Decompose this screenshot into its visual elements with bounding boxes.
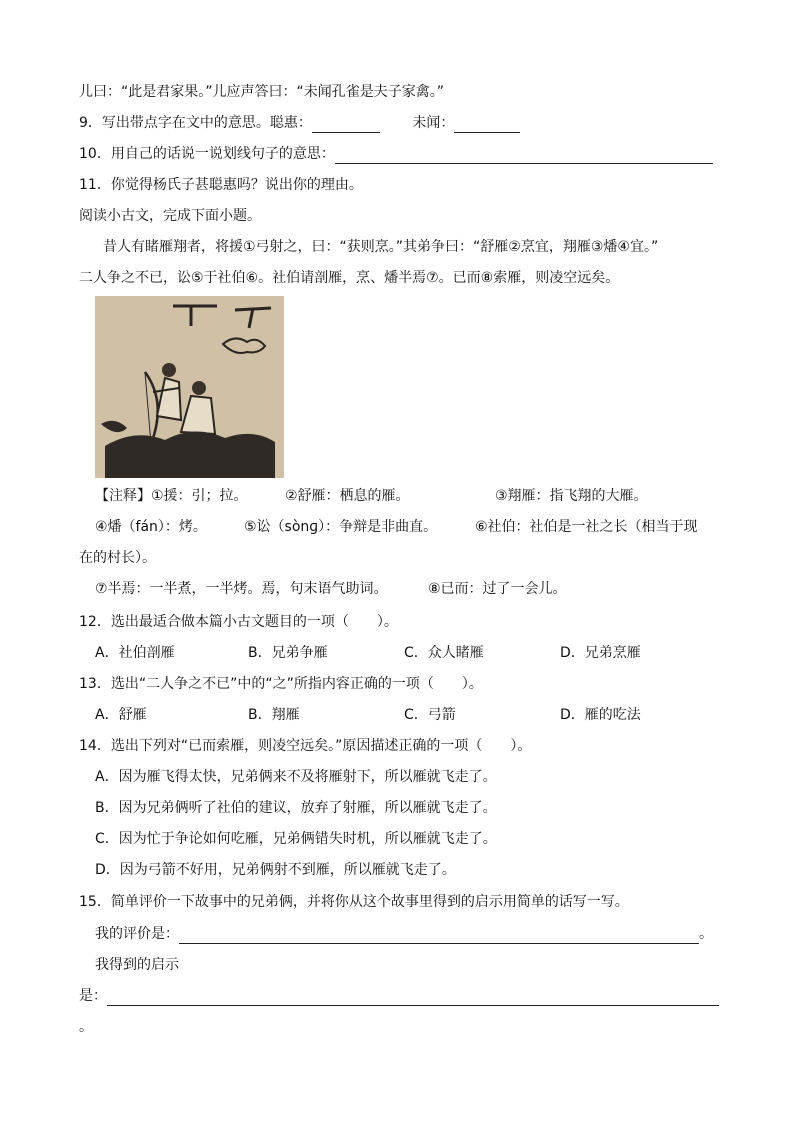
note-line-4 [95, 579, 567, 599]
note-7: ⑦半焉：一半煮，一半烤。焉，句末语气助词。 [95, 581, 388, 597]
note-1: 【注释】①援：引；拉。 [95, 488, 248, 504]
passage-line-2: 二人争之不已，讼⑤于社伯⑥。社伯请剖雁，烹、燔半焉⑦。已而⑧索雁，则凌空远矣。 [79, 270, 620, 286]
option-12-b[interactable]: B．兄弟争雁 [248, 645, 328, 661]
evaluation-label: 我的评价是： [95, 926, 179, 942]
option-12-d[interactable]: D．兄弟烹雁 [560, 645, 641, 661]
evaluation-end-mark: 。 [699, 926, 713, 942]
insight-label: 是： [79, 988, 107, 1004]
insight-label-line-1: 我得到的启示 [95, 957, 179, 973]
note-8: ⑧已而：过了一会儿。 [428, 581, 567, 597]
answer-blank-conghui[interactable] [312, 116, 380, 133]
option-13-d[interactable]: D．雁的吃法 [560, 707, 641, 723]
option-14-c[interactable]: C．因为忙于争论如何吃雁，兄弟俩错失时机，所以雁就飞走了。 [95, 831, 497, 847]
passage-intro: 阅读小古文，完成下面小题。 [79, 208, 261, 224]
note-6: ⑥社伯：社伯是一社之长（相当于现 [475, 519, 698, 535]
question-14: 14．选出下列对“已而索雁，则凌空远矣。”原因描述正确的一项（ ）。 [79, 738, 532, 754]
line-1: 儿曰：“此是君家果。”儿应声答曰：“未闻孔雀是夫子家禽。” [79, 84, 445, 100]
archer-and-companion-ink-drawing-icon [95, 296, 284, 478]
question-11: 11．你觉得杨氏子甚聪惠吗？说出你的理由。 [79, 177, 363, 193]
note-3: ③翔雁：指飞翔的大雁。 [495, 488, 648, 504]
option-13-b[interactable]: B．翔雁 [248, 707, 300, 723]
question-9 [79, 113, 520, 133]
question-12: 12．选出最适合做本篇小古文题目的一项（ ）。 [79, 614, 398, 630]
answer-blank-weiwen[interactable] [454, 116, 520, 133]
insight-answer-line[interactable] [107, 989, 719, 1006]
evaluation-row [95, 924, 713, 944]
option-12-c[interactable]: C．众人睹雁 [404, 645, 484, 661]
note-line-3: 在的村长）。 [79, 550, 156, 566]
question-10 [79, 144, 713, 164]
option-14-a[interactable]: A．因为雁飞得太快，兄弟俩来不及将雁射下，所以雁就飞走了。 [95, 769, 497, 785]
question-13: 13．选出“二人争之不已”中的“之”所指内容正确的一项（ ）。 [79, 676, 483, 692]
option-14-b[interactable]: B．因为兄弟俩听了社伯的建议，放弃了射雁，所以雁就飞走了。 [95, 800, 497, 816]
insight-row [79, 986, 719, 1006]
question-9-text: 9．写出带点字在文中的意思。聪惠： [79, 115, 312, 131]
note-4: ④燔（fán）：烤。 [95, 519, 207, 535]
answer-line-q10[interactable] [335, 147, 713, 164]
note-2: ②舒雁：栖息的雁。 [285, 488, 410, 504]
question-9-text-2: 未闻： [412, 115, 455, 131]
question-10-text: 10．用自己的话说一说划线句子的意思： [79, 146, 335, 162]
note-line-2 [95, 517, 698, 537]
insight-end-mark: 。 [79, 1019, 93, 1035]
option-12-a[interactable]: A．社伯剖雁 [95, 645, 175, 661]
option-14-d[interactable]: D．因为弓箭不好用，兄弟俩射不到雁，所以雁就飞走了。 [95, 862, 456, 878]
evaluation-answer-line[interactable] [179, 927, 699, 944]
note-5: ⑤讼（sònɡ）：争辩是非曲直。 [244, 519, 438, 535]
passage-line-1: 昔人有睹雁翔者，将援①弓射之，曰：“获则烹。”其弟争曰：“舒雁②烹宜，翔雁③燔④宜。” [103, 239, 659, 255]
question-15: 15．简单评价一下故事中的兄弟俩，并将你从这个故事里得到的启示用简单的话写一写。 [79, 894, 629, 910]
option-13-c[interactable]: C．弓箭 [404, 707, 456, 723]
option-13-a[interactable]: A．舒雁 [95, 707, 147, 723]
note-line-1 [95, 486, 648, 506]
illustration [95, 296, 284, 478]
